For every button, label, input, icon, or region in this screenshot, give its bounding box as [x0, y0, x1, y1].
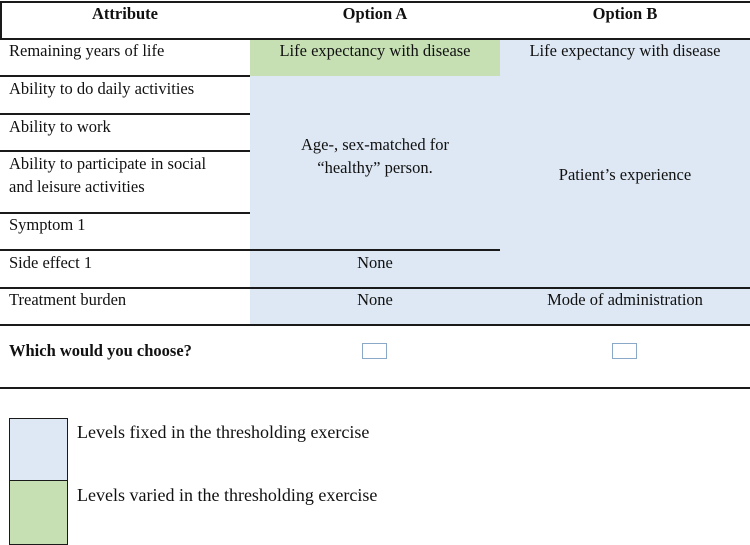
attribute-remaining-years: Remaining years of life — [9, 41, 165, 60]
option-a-burden-text: None — [357, 290, 393, 309]
table-bottom-rule — [0, 387, 750, 389]
attribute-treatment-burden: Treatment burden — [9, 290, 127, 309]
option-b-patient-text: Patient’s experience — [558, 165, 692, 184]
choice-question: Which would you choose? — [9, 341, 192, 360]
attribute-symptom: Symptom 1 — [9, 215, 86, 234]
attribute-social-line2: and leisure activities — [9, 177, 145, 196]
option-a-checkbox[interactable] — [362, 343, 387, 359]
row-rule — [0, 324, 750, 326]
row-rule — [0, 150, 250, 152]
option-a-healthy-line1: Age-, sex-matched for — [301, 135, 449, 154]
option-a-healthy-line2: “healthy” person. — [317, 158, 433, 177]
header-option-b: Option B — [592, 4, 658, 23]
header-attribute: Attribute — [92, 4, 158, 23]
option-b-burden-text: Mode of administration — [547, 290, 703, 309]
row-rule — [0, 113, 250, 115]
option-a-life-text: Life expectancy with disease — [279, 41, 471, 60]
attribute-social-line1: Ability to participate in social — [9, 154, 207, 173]
header-option-a: Option A — [342, 4, 408, 23]
attribute-work: Ability to work — [9, 117, 111, 136]
legend-fixed-swatch — [9, 418, 68, 482]
attribute-side-effect: Side effect 1 — [9, 253, 93, 272]
option-b-checkbox[interactable] — [612, 343, 637, 359]
row-rule — [0, 249, 500, 251]
legend-varied-label: Levels varied in the thresholding exercise — [77, 485, 378, 505]
legend-varied-swatch — [9, 480, 68, 545]
option-a-side-effect-text: None — [357, 253, 393, 272]
legend-fixed-label: Levels fixed in the thresholding exercise — [77, 422, 370, 442]
row-rule — [0, 75, 250, 77]
option-b-life-text: Life expectancy with disease — [529, 41, 721, 60]
attribute-daily-activities: Ability to do daily activities — [9, 79, 195, 98]
